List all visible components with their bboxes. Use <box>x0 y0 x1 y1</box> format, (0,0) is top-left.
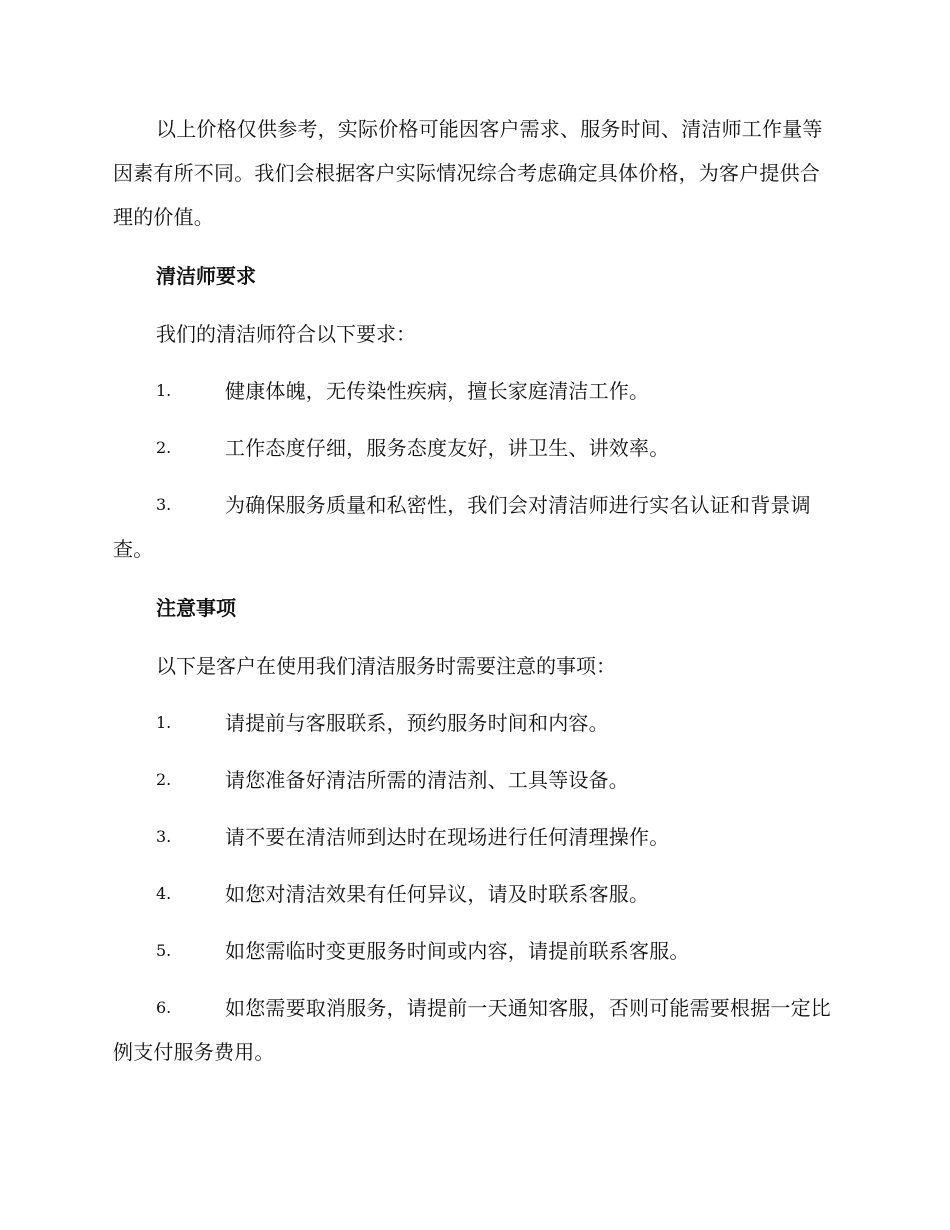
list-item-number: 5. <box>156 941 172 960</box>
list-item-number: 6. <box>156 998 172 1017</box>
list-item-text: 工作态度仔细，服务态度友好，讲卫生、讲效率。 <box>225 436 670 460</box>
list-item-text: 请提前与客服联系，预约服务时间和内容。 <box>225 711 609 735</box>
list-item-text: 请您准备好清洁所需的清洁剂、工具等设备。 <box>225 768 629 792</box>
list-item-number: 3. <box>156 827 172 846</box>
list-item <box>113 872 835 916</box>
list-item <box>113 483 835 571</box>
list-item-text: 健康体魄，无传染性疾病，擅长家庭清洁工作。 <box>225 379 650 403</box>
list-item <box>113 929 835 973</box>
list-item-number: 1. <box>156 381 172 400</box>
list-item-number: 2. <box>156 438 172 457</box>
list-item <box>113 426 835 470</box>
cleaner-requirements-intro: 我们的清洁师符合以下要求： <box>156 322 416 346</box>
list-item-number: 4. <box>156 884 172 903</box>
list-item <box>113 815 835 859</box>
list-item-text: 如您需要取消服务，请提前一天通知客服，否则可能需要根据一定比例支付服务费用。 <box>113 996 831 1064</box>
list-item <box>113 986 835 1074</box>
list-item-text: 请不要在清洁师到达时在现场进行任何清理操作。 <box>225 825 670 849</box>
list-item-text: 为确保服务质量和私密性，我们会对清洁师进行实名认证和背景调查。 <box>113 493 811 561</box>
list-item-number: 2. <box>156 770 172 789</box>
list-item-text: 如您需临时变更服务时间或内容，请提前联系客服。 <box>225 939 690 963</box>
pricing-note-paragraph: 以上价格仅供参考，实际价格可能因客户需求、服务时间、清洁师工作量等因素有所不同。我们会根据客户实际情况综合考虑确定具体价格，为客户提供合理的价值。 <box>113 117 823 229</box>
notes-intro: 以下是客户在使用我们清洁服务时需要注意的事项： <box>156 654 616 678</box>
list-item-text: 如您对清洁效果有任何异议，请及时联系客服。 <box>225 882 650 906</box>
notes-heading: 注意事项 <box>156 596 236 620</box>
cleaner-requirements-heading: 清洁师要求 <box>156 264 256 288</box>
list-item-number: 1. <box>156 713 172 732</box>
list-item <box>113 701 835 745</box>
list-item-number: 3. <box>156 495 172 514</box>
list-item <box>113 758 835 802</box>
list-item <box>113 369 835 413</box>
